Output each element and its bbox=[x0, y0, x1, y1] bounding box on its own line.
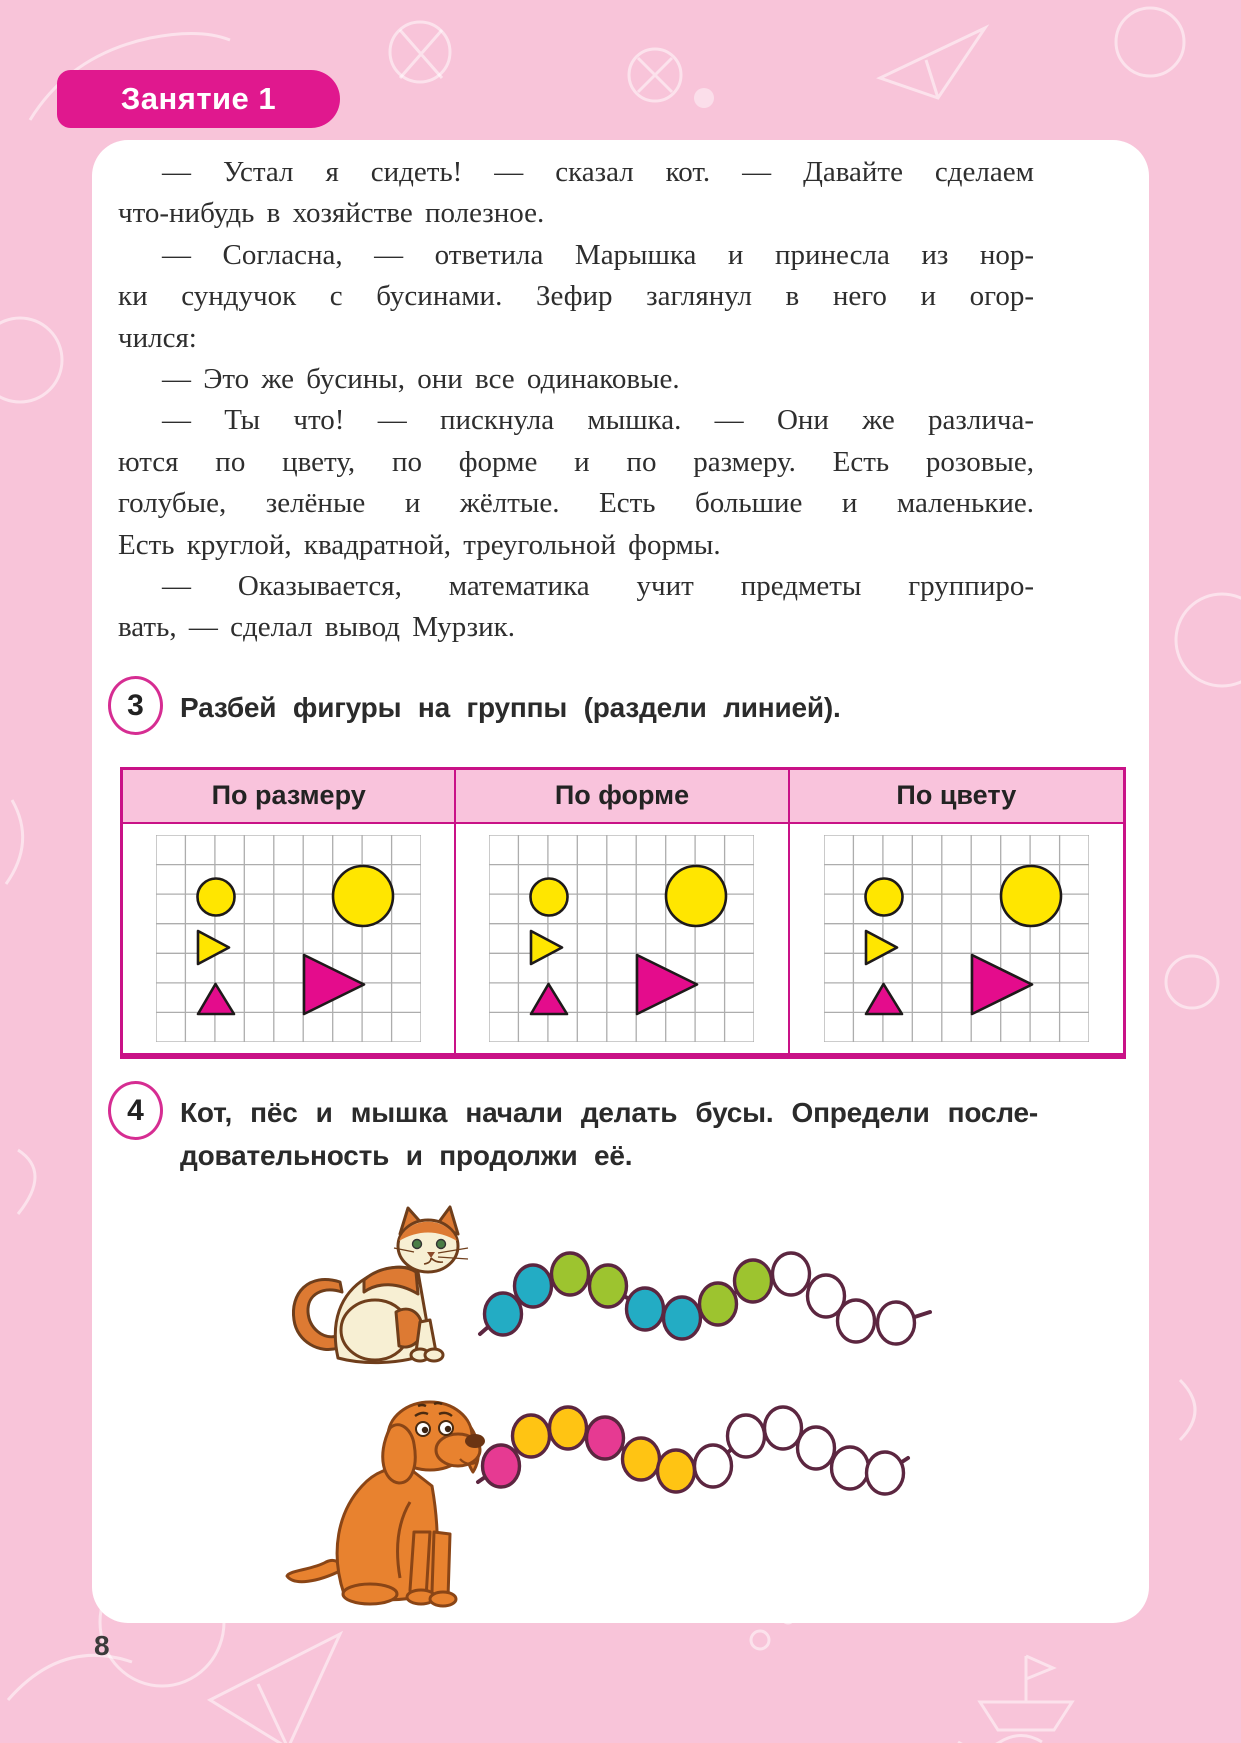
story-line: вать, — сделал вывод Мурзик. bbox=[118, 611, 515, 644]
task-3-number-circle bbox=[108, 676, 163, 735]
story-line: ки сундучок с бусинами. Зефир заглянул в него и огор- bbox=[118, 280, 1034, 313]
lesson-badge-label: Занятие 1 bbox=[120, 81, 277, 116]
figures-grid bbox=[156, 835, 421, 1042]
story-line: — Оказывается, математика учит предметы группиро- bbox=[162, 570, 1034, 603]
task-3-number: 3 bbox=[127, 688, 144, 722]
story-line: Есть круглой, квадратной, треугольной формы. bbox=[118, 528, 721, 561]
task-3 bbox=[108, 676, 1038, 735]
figures-cell-by-color[interactable] bbox=[790, 824, 1123, 1053]
grouping-table-body-row bbox=[123, 824, 1123, 1053]
story-line: — Это же бусины, они все одинаковые. bbox=[162, 363, 680, 396]
story-line: — Устал я сидеть! — сказал кот. — Давайте сделаем bbox=[162, 156, 1034, 188]
task-4-number: 4 bbox=[127, 1093, 144, 1127]
grouping-table bbox=[120, 767, 1126, 1059]
story-line: голубые, зелёные и жёлтые. Есть большие и маленькие. bbox=[118, 487, 1034, 520]
column-header-by-size: По размеру bbox=[123, 770, 456, 822]
cat-bead-strand[interactable] bbox=[438, 1246, 958, 1361]
page-number: 8 bbox=[94, 1630, 110, 1661]
task-4-instruction-line: довательность и продолжи её. bbox=[180, 1140, 633, 1171]
figures-grid bbox=[489, 835, 754, 1042]
task-4 bbox=[108, 1081, 1038, 1177]
story-text bbox=[118, 152, 1034, 649]
task-4-number-circle bbox=[108, 1081, 163, 1140]
column-header-by-shape: По форме bbox=[456, 770, 789, 822]
task-4-instruction-line: Кот, пёс и мышка начали делать бусы. Определи после- bbox=[180, 1097, 1038, 1128]
figures-cell-by-shape[interactable] bbox=[456, 824, 789, 1053]
story-line: — Согласна, — ответила Марышка и принесла из нор- bbox=[162, 238, 1034, 271]
lesson-badge bbox=[57, 70, 340, 128]
column-header-by-color: По цвету bbox=[896, 780, 1017, 810]
figures-grid bbox=[824, 835, 1089, 1042]
task-3-instruction: Разбей фигуры на группы (раздели линией). bbox=[180, 692, 841, 723]
dog-bead-strand[interactable] bbox=[438, 1396, 958, 1511]
story-line: чился: bbox=[118, 321, 197, 354]
story-line: ются по цвету, по форме и по размеру. Есть розовые, bbox=[118, 445, 1034, 478]
grouping-table-header-row bbox=[123, 770, 1123, 824]
story-line: что-нибудь в хозяйстве полезное. bbox=[118, 197, 545, 230]
story-line: — Ты что! — пискнула мышка. — Они же различа- bbox=[162, 404, 1034, 437]
figures-cell-by-size[interactable] bbox=[123, 824, 456, 1053]
